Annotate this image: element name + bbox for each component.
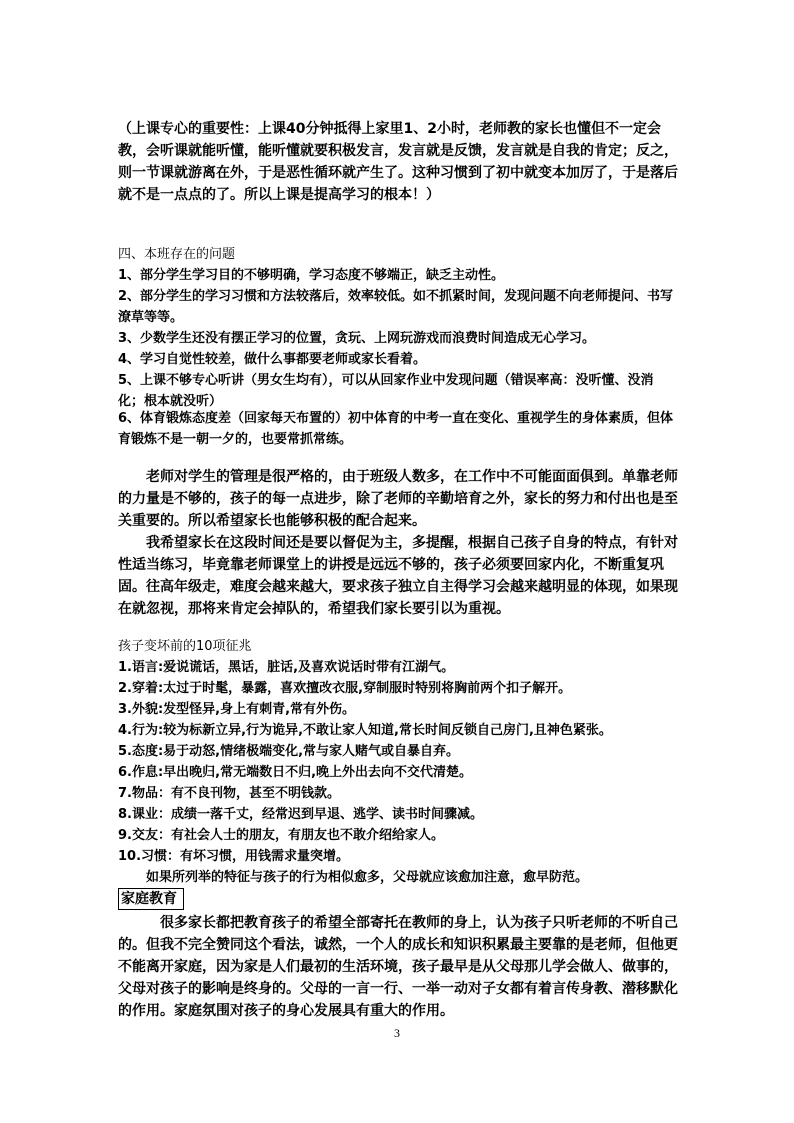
teacher-paragraph: 老师对学生的管理是很严格的，由于班级人数多，在工作中不可能面面俱到。单靠老师的力量是不够的，孩子的每一点进步，除了老师的辛勤培育之外，家长的努力和付出也是至关重要的。所以希望家长也能够积极的配合起来。 — [118, 469, 678, 529]
problem-item: 5、上课不够专心听讲（男女生均有），可以从回家作业中发现问题（错误率高：没听懂、没消化；根本就没听） — [118, 373, 654, 409]
problem-item: 6、体育锻炼态度差（回家每天布置的）初中体育的中考一直在变化、重视学生的身体素质，但体育锻炼不是一朝一夕的，也要常抓常练。 — [118, 411, 674, 447]
sign-item: 10.习惯：有坏习惯，用钱需求量突增。 — [118, 849, 350, 864]
sign-item: 9.交友：有社会人士的朋友，有朋友也不敢介绍给家人。 — [118, 828, 444, 843]
problem-item: 2、部分学生的学习习惯和方法较落后，效率较低。如不抓紧时间，发现问题不向老师提问、书写潦草等等。 — [118, 289, 674, 325]
sign-item: 4.行为:较为标新立异,行为诡异,不敢让家人知道,常长时间反锁自己房门,且神色紧张。 — [118, 723, 612, 738]
problems-heading: 四、本班存在的问题 — [118, 247, 236, 262]
signs-conclusion: 如果所列举的特征与孩子的行为相似愈多，父母就应该愈加注意，愈早防范。 — [146, 870, 589, 885]
sign-item: 2.穿着:太过于时髦，暴露，喜欢擅改衣服,穿制服时特别将胸前两个扣子解开。 — [118, 681, 572, 696]
problem-item: 1、部分学生学习目的不够明确，学习态度不够端正，缺乏主动性。 — [118, 268, 505, 283]
family-paragraph: 很多家长都把教育孩子的希望全部寄托在教师的身上，认为孩子只听老师的不听自己的。但我不完全赞同这个看法，诚然，一个人的成长和知识积累最主要靠的是老师，但他更不能离开家庭，因为家是人们最初的生活环境，孩子最早是从父母那儿学会做人、做事的，父母对孩子的影响是终身的。父母的一言一行、一举一动对子女都有着言传身教、潜移默化的作用。家庭氛围对孩子的身心发展具有重大的作用。 — [118, 915, 678, 1019]
sign-item: 3.外貌:发型怪异,身上有刺青,常有外伤。 — [118, 702, 356, 717]
family-heading-row — [118, 888, 678, 910]
sign-item: 1.语言:爱说谎话，黑话，脏话,及喜欢说话时带有江湖气。 — [118, 660, 455, 675]
sign-item: 8.课业：成绩一落千丈，经常迟到早退、逃学、读书时间骤减。 — [118, 807, 483, 822]
problem-item: 3、少数学生还没有摆正学习的位置，贪玩、上网玩游戏而浪费时间造成无心学习。 — [118, 331, 596, 346]
sign-item: 5.态度:易于动怒,情绪极端变化,常与家人赌气或自暴自弃。 — [118, 744, 460, 759]
problem-item: 4、学习自觉性较差，做什么事都要老师或家长看着。 — [118, 352, 427, 367]
sign-item: 6.作息:早出晚归,常无端数日不归,晚上外出去向不交代清楚。 — [118, 765, 473, 780]
sign-item: 7.物品：有不良刊物，甚至不明钱款。 — [118, 786, 340, 801]
family-heading-box: 家庭教育 — [118, 888, 184, 910]
signs-heading: 孩子变坏前的10项征兆 — [118, 639, 252, 654]
intro-paragraph: （上课专心的重要性：上课40分钟抵得上家里1、2小时，老师教的家长也懂但不一定会教，会听课就能听懂，能听懂就要积极发言，发言就是反馈，发言就是自我的肯定；反之，则一节课就游离在外，于是恶性循环就产生了。这种习惯到了初中就变本加厉了，于是落后就不是一点点的了。所以上课是提高学习的根本！） — [118, 121, 678, 203]
parent-paragraph: 我希望家长在这段时间还是要以督促为主，多提醒，根据自己孩子自身的特点，有针对性适当练习，毕竟靠老师课堂上的讲授是远远不够的，孩子必须要回家内化，不断重复巩固。往高年级走，难度会越来越大，要求孩子独立自主得学习会越来越明显的体现，如果现在就忽视，那将来肯定会掉队的，希望我们家长要引以为重视。 — [118, 535, 678, 617]
page-number: 3 — [394, 1026, 400, 1040]
